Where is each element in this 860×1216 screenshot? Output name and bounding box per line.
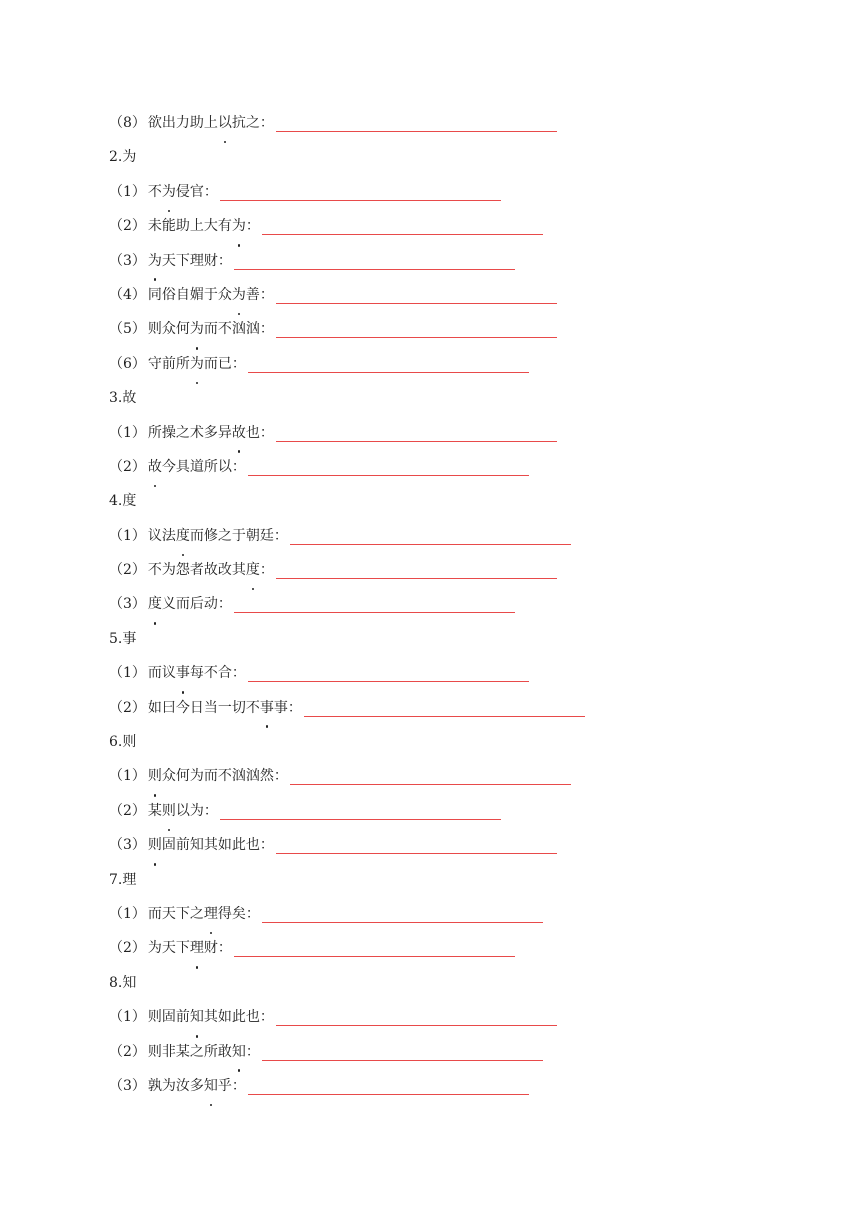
colon: ： <box>217 252 232 269</box>
emphasized-character: 以 <box>218 106 232 140</box>
item-number: （8） <box>109 115 146 131</box>
sentence-after: 得矣 <box>217 905 246 922</box>
emphasized-character: 故 <box>232 416 246 450</box>
emphasized-character: 为 <box>148 244 162 278</box>
exercise-item <box>109 106 809 140</box>
emphasized-character: 则 <box>162 794 176 828</box>
example-sentence <box>148 1044 260 1060</box>
exercise-item <box>109 519 809 553</box>
exercise-item <box>109 553 809 587</box>
sentence-after: 众何为而不汹汹然 <box>161 768 274 785</box>
answer-blank-line[interactable] <box>248 371 529 373</box>
section-heading: 3.故 <box>109 390 137 407</box>
answer-blank-line[interactable] <box>234 268 515 270</box>
answer-blank-line[interactable] <box>248 474 529 476</box>
answer-blank-line[interactable] <box>262 1059 543 1061</box>
sentence-before: 而议 <box>147 665 176 682</box>
example-sentence <box>148 253 232 269</box>
example-sentence <box>148 906 260 922</box>
item-number: （5） <box>109 321 146 338</box>
item-number: （2） <box>109 1043 146 1060</box>
sentence-after: 抗之 <box>231 115 260 131</box>
sentence-before: 如曰今日当一切不 <box>147 699 260 716</box>
sentence-before: 则众何 <box>147 321 190 338</box>
item-number: （3） <box>109 1077 146 1094</box>
exercise-item <box>109 175 809 209</box>
exercise-item <box>109 1069 809 1103</box>
emphasized-character: 理 <box>190 931 204 965</box>
colon: ： <box>273 527 288 544</box>
exercise-item <box>109 656 809 690</box>
sentence-before: 欲出力助上 <box>147 115 218 131</box>
sentence-before: 则固前 <box>147 1009 190 1026</box>
colon: ： <box>231 355 246 372</box>
answer-blank-line[interactable] <box>248 680 529 682</box>
sentence-after: 今具道所以 <box>161 458 232 475</box>
emphasized-character: 则 <box>148 828 162 862</box>
item-number: （3） <box>109 837 146 854</box>
answer-blank-line[interactable] <box>220 199 501 201</box>
sentence-before: 同俗自媚于众 <box>147 286 232 303</box>
item-number: （3） <box>109 252 146 269</box>
emphasized-character: 为 <box>190 347 204 381</box>
answer-blank-line[interactable] <box>290 783 571 785</box>
exercise-item <box>109 416 809 450</box>
exercise-item <box>109 312 809 346</box>
sentence-before: 某 <box>147 802 162 819</box>
example-sentence <box>148 287 274 303</box>
item-number: （1） <box>109 905 146 922</box>
colon: ： <box>259 562 274 579</box>
answer-blank-line[interactable] <box>248 1093 529 1095</box>
colon: ： <box>231 1077 246 1094</box>
sentence-after: 固前知其如此也 <box>161 837 260 854</box>
emphasized-character: 度 <box>148 587 162 621</box>
colon: ： <box>287 699 302 716</box>
answer-blank-line[interactable] <box>276 336 557 338</box>
exercise-item <box>109 759 809 793</box>
answer-blank-line[interactable] <box>262 921 543 923</box>
exercise-item <box>109 794 809 828</box>
example-sentence <box>148 425 274 441</box>
item-number: （1） <box>109 183 146 200</box>
section-heading: 7.理 <box>109 871 137 888</box>
sentence-after: 而已 <box>203 355 232 372</box>
colon: ： <box>217 596 232 613</box>
answer-blank-line[interactable] <box>234 955 515 957</box>
item-number: （1） <box>109 768 146 785</box>
section-heading: 2.为 <box>109 149 137 166</box>
exercise-item <box>109 691 809 725</box>
example-sentence <box>148 940 232 956</box>
sentence-after: 每不合 <box>189 665 232 682</box>
sentence-after: 事 <box>273 699 288 716</box>
example-sentence <box>148 596 232 612</box>
sentence-before: 议法 <box>147 527 176 544</box>
item-number: （2） <box>109 940 146 957</box>
example-sentence <box>148 1078 246 1094</box>
example-sentence <box>148 356 246 372</box>
exercise-item <box>109 931 809 965</box>
colon: ： <box>245 905 260 922</box>
sentence-after: 也 <box>245 424 260 441</box>
answer-blank-line[interactable] <box>276 852 557 854</box>
example-sentence <box>148 803 218 819</box>
answer-blank-line[interactable] <box>276 1024 557 1026</box>
example-sentence <box>148 528 288 544</box>
emphasized-character: 为 <box>190 312 204 346</box>
emphasized-character: 知 <box>190 1000 204 1034</box>
example-sentence <box>148 700 302 716</box>
exercise-item <box>109 1000 809 1034</box>
sentence-after: 天下理财 <box>161 252 218 269</box>
item-number: （1） <box>109 424 146 441</box>
exercise-item <box>109 347 809 381</box>
example-sentence <box>148 218 260 234</box>
item-number: （2） <box>109 699 146 716</box>
exercise-item <box>109 278 809 312</box>
exercise-item <box>109 897 809 931</box>
item-number: （4） <box>109 286 146 303</box>
emphasized-character: 则 <box>148 759 162 793</box>
example-sentence <box>148 768 288 784</box>
colon: ： <box>259 115 274 131</box>
emphasized-character: 度 <box>246 553 260 587</box>
colon: ： <box>259 321 274 338</box>
item-number: （3） <box>109 596 146 613</box>
item-number: （2） <box>109 458 146 475</box>
answer-blank-line[interactable] <box>220 818 501 820</box>
section-heading: 5.事 <box>109 630 137 647</box>
example-sentence <box>148 1009 274 1025</box>
colon: ： <box>273 768 288 785</box>
section-heading: 6.则 <box>109 734 137 751</box>
sentence-after: 其如此也 <box>203 1009 260 1026</box>
item-number: （1） <box>109 1009 146 1026</box>
colon: ： <box>203 802 218 819</box>
sentence-after: 义而后动 <box>161 596 218 613</box>
item-number: （1） <box>109 665 146 682</box>
example-sentence <box>148 459 246 475</box>
sentence-after: 财 <box>203 940 218 957</box>
colon: ： <box>259 1009 274 1026</box>
sentence-before: 未能助上大有 <box>147 218 232 235</box>
answer-blank-line[interactable] <box>290 543 571 545</box>
answer-blank-line[interactable] <box>262 233 543 235</box>
sentence-after: 以为 <box>175 802 204 819</box>
colon: ： <box>259 286 274 303</box>
emphasized-character: 故 <box>148 450 162 484</box>
sentence-after: 而不汹汹 <box>203 321 260 338</box>
answer-blank-line[interactable] <box>276 302 557 304</box>
sentence-before: 不为怨者故改其 <box>147 562 246 579</box>
sentence-after: 乎 <box>217 1077 232 1094</box>
answer-blank-line[interactable] <box>276 440 557 442</box>
sentence-before: 孰为汝多 <box>147 1077 204 1094</box>
section-heading: 4.度 <box>109 493 137 510</box>
emphasized-character: 知 <box>204 1069 218 1103</box>
sentence-before: 不 <box>147 183 162 200</box>
sentence-before: 所操之术多异 <box>147 424 232 441</box>
item-number: （2） <box>109 562 146 579</box>
item-number: （2） <box>109 218 146 235</box>
emphasized-character: 为 <box>162 175 176 209</box>
colon: ： <box>231 458 246 475</box>
sentence-before: 为天下 <box>147 940 190 957</box>
emphasized-character: 事 <box>176 656 190 690</box>
colon: ： <box>245 1043 260 1060</box>
emphasized-character: 事 <box>260 691 274 725</box>
colon: ： <box>245 218 260 235</box>
colon: ： <box>259 424 274 441</box>
emphasized-character: 为 <box>232 209 246 243</box>
answer-blank-line[interactable] <box>304 715 585 717</box>
answer-blank-line[interactable] <box>276 130 557 132</box>
exercise-list <box>109 106 809 1103</box>
exercise-item <box>109 1035 809 1069</box>
section-heading: 8.知 <box>109 974 137 991</box>
sentence-after: 侵官 <box>175 183 204 200</box>
emphasized-character: 为 <box>232 278 246 312</box>
exercise-item <box>109 244 809 278</box>
answer-blank-line[interactable] <box>276 577 557 579</box>
exercise-item <box>109 828 809 862</box>
item-number: （6） <box>109 355 146 372</box>
emphasized-character: 理 <box>204 897 218 931</box>
example-sentence <box>148 184 218 200</box>
colon: ： <box>217 940 232 957</box>
exercise-item <box>109 587 809 621</box>
exercise-item <box>109 209 809 243</box>
colon: ： <box>259 837 274 854</box>
sentence-after: 善 <box>245 286 260 303</box>
example-sentence <box>148 562 274 578</box>
answer-blank-line[interactable] <box>234 611 515 613</box>
item-number: （2） <box>109 802 146 819</box>
example-sentence <box>148 115 274 131</box>
exercise-item <box>109 450 809 484</box>
sentence-before: 而天下之 <box>147 905 204 922</box>
example-sentence <box>148 837 274 853</box>
emphasized-character: 知 <box>232 1035 246 1069</box>
example-sentence <box>148 321 274 337</box>
emphasized-character: 度 <box>176 519 190 553</box>
sentence-before: 则非某之所敢 <box>147 1043 232 1060</box>
sentence-before: 守前所 <box>147 355 190 372</box>
colon: ： <box>231 665 246 682</box>
sentence-after: 而修之于朝廷 <box>189 527 274 544</box>
example-sentence <box>148 665 246 681</box>
item-number: （1） <box>109 527 146 544</box>
colon: ： <box>203 183 218 200</box>
